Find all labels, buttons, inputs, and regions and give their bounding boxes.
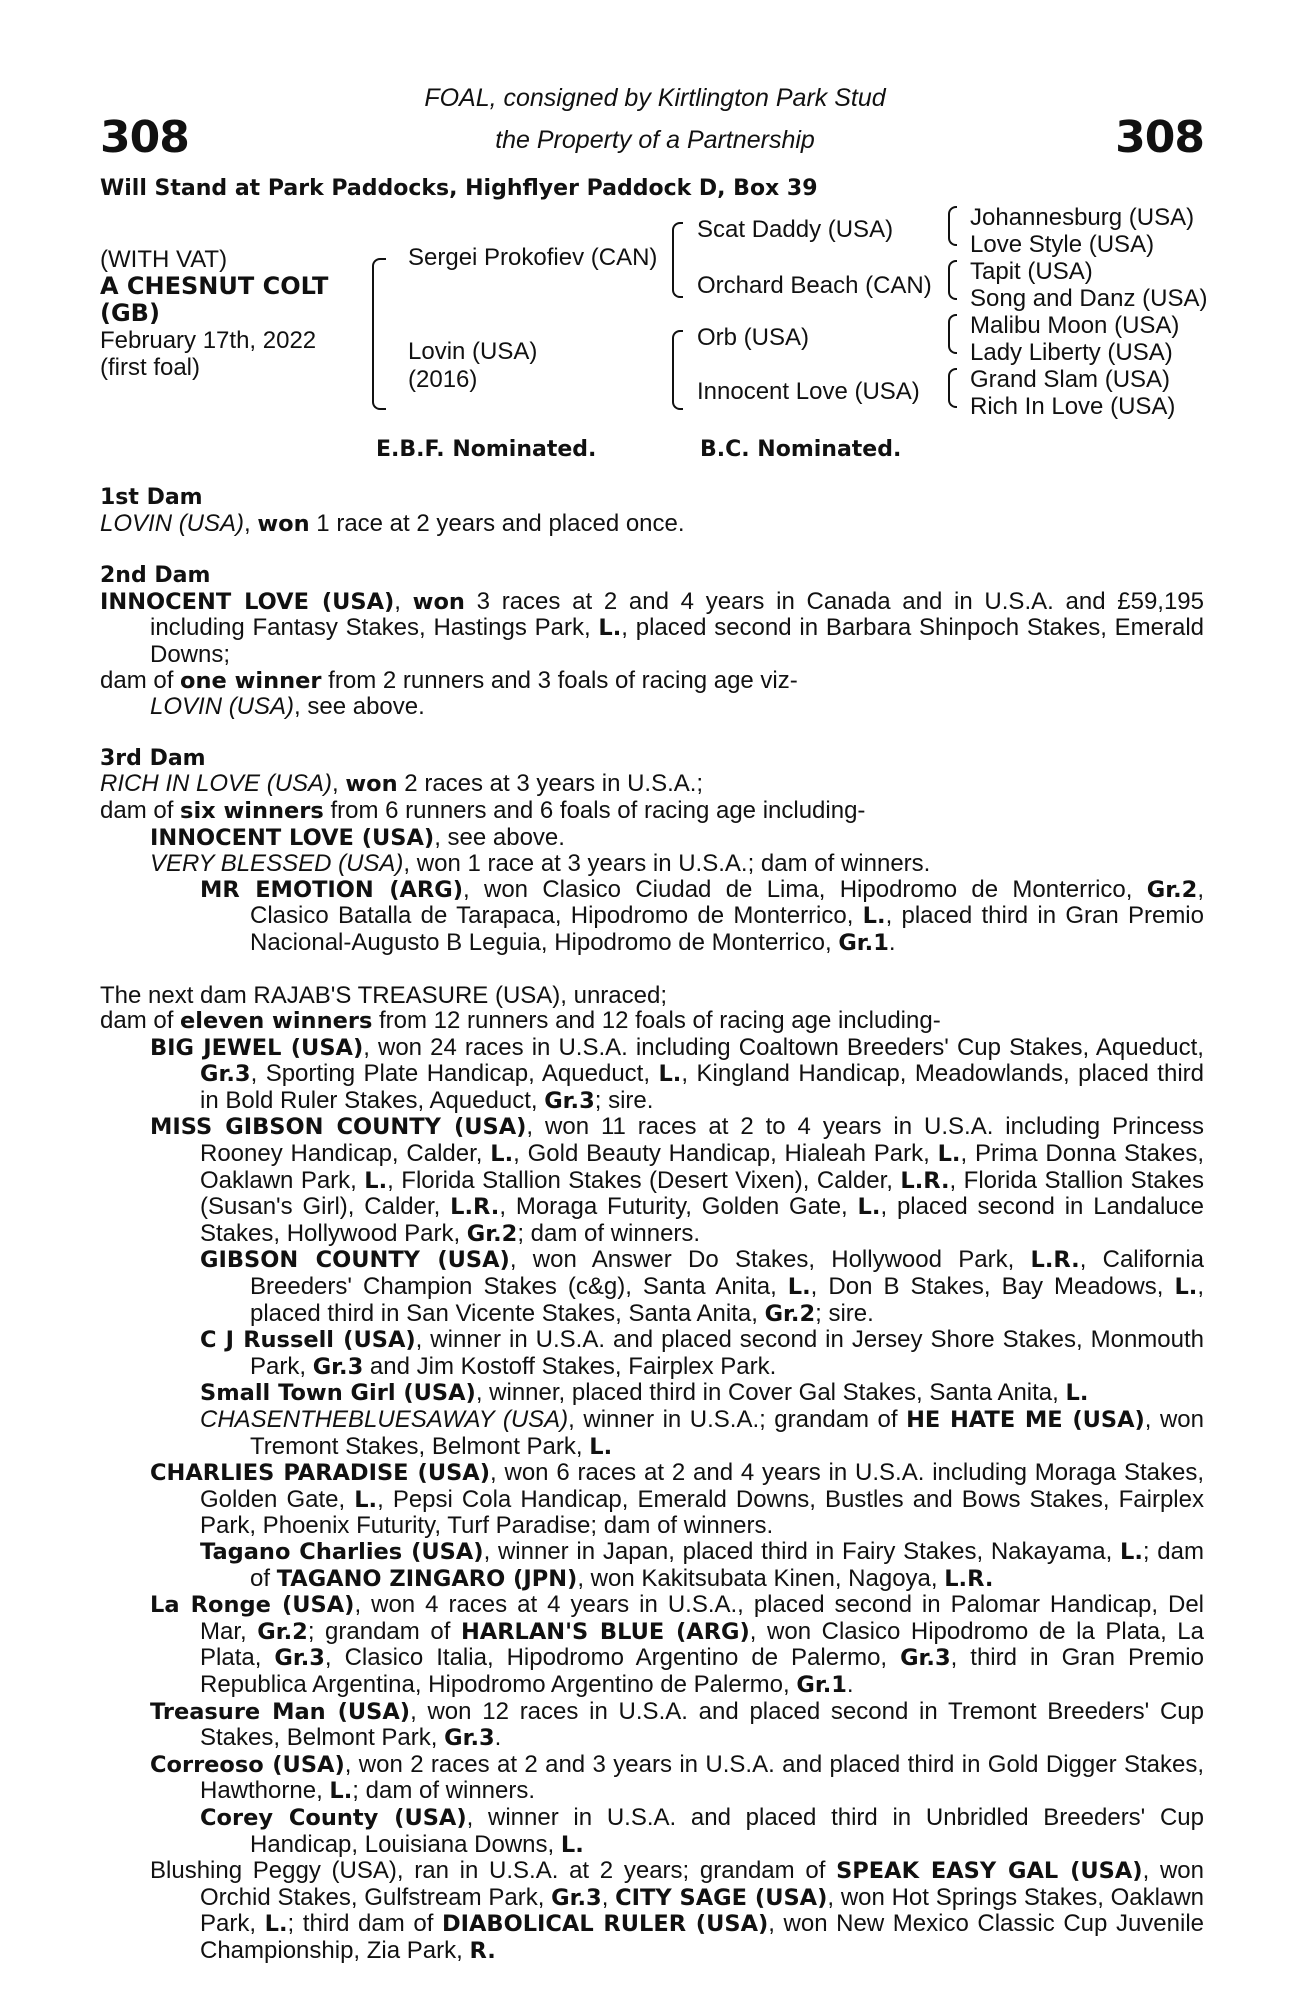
produce-miss-gibson-county: MISS GIBSON COUNTY (USA), won 11 races at 2 to 4 years in U.S.A. including Princess Rooney Handicap, Calder, L., Gold Beauty Handicap, Hialeah Park, L., Prima Donna Stakes, Oaklawn Park, L., Florida Stallion Stakes (Desert Vixen), Calder, L.R., Florida Stallion Stakes (Susan's Girl), Calder, L.R., Moraga Futurity, Golden Gate, L., placed second in Landaluce Stakes, Hollywood Park, Gr.2; dam of winners. (150, 1113, 1205, 1247)
third-dam-child-1: INNOCENT LOVE (USA), see above. (150, 823, 565, 851)
pedigree-brace-sd (948, 260, 957, 300)
dam-sire: Orb (USA) (697, 324, 810, 351)
second-dam-child: LOVIN (USA), see above. (150, 693, 425, 721)
ss-sire: Johannesburg (USA) (970, 204, 1195, 231)
second-dam-entry: INNOCENT LOVE (USA), won 3 races at 2 and 4 years in Canada and in U.S.A. and £59,195 including Fantasy Stakes, Hastings Park, L., placed second in Barbara Shinpoch Stakes, Emerald Downs; (100, 587, 1205, 668)
pedigree-brace-main (372, 258, 386, 410)
stand-location: Will Stand at Park Paddocks, Highflyer Paddock D, Box 39 (100, 176, 818, 201)
produce-blushing-peggy: Blushing Peggy (USA), ran in U.S.A. at 2 years; grandam of SPEAK EASY GAL (USA), won Orchid Stakes, Gulfstream Park, Gr.3, CITY SAGE (USA), won Hot Springs Stakes, Oaklawn Park, L.; third dam of DIABOLICAL RULER (USA), won New Mexico Classic Cup Juvenile Championship, Zia Park, R. (150, 1857, 1205, 1964)
foaling-date: February 17th, 2022 (100, 327, 317, 354)
dam-name: Lovin (USA) (408, 338, 538, 365)
sd-dam: Song and Danz (USA) (970, 285, 1208, 312)
bc-nominated: B.C. Nominated. (700, 437, 902, 462)
produce-charlies-paradise: CHARLIES PARADISE (USA), won 6 races at 2 and 4 years in U.S.A. including Moraga Stakes, Golden Gate, L., Pepsi Cola Handicap, Emerald Downs, Bustles and Bows Stakes, Fairplex Park, Phoenix Futurity, Turf Paradise; dam of winners. (150, 1459, 1204, 1540)
ss-dam: Love Style (USA) (970, 231, 1155, 258)
sire-sire: Scat Daddy (USA) (697, 216, 894, 243)
dam-year: (2016) (408, 366, 478, 393)
second-dam-heading: 2nd Dam (100, 563, 211, 589)
sd-sire: Tapit (USA) (970, 258, 1093, 285)
next-dam-intro: The next dam RAJAB'S TREASURE (USA), unraced; (100, 981, 668, 1009)
third-dam-produce: dam of six winners from 6 runners and 6 foals of racing age including- (100, 796, 866, 824)
second-dam-name: INNOCENT LOVE (USA) (100, 588, 395, 615)
third-dam-name: RICH IN LOVE (USA) (100, 770, 333, 798)
lot-number-left: 308 (100, 112, 189, 163)
produce-la-ronge: La Ronge (USA), won 4 races at 4 years in U.S.A., placed second in Palomar Handicap, Del Mar, Gr.2; grandam of HARLAN'S BLUE (ARG), won Clasico Hipodromo de la Plata, La Plata, Gr.3, Clasico Italia, Hipodromo Argentino de Palermo, Gr.3, third in Gran Premio Republica Argentina, Hipodromo Argentino de Palermo, Gr.1. (150, 1591, 1205, 1698)
ds-dam: Lady Liberty (USA) (970, 339, 1173, 366)
produce-c-j-russell: C J Russell (USA), winner in U.S.A. and placed second in Jersey Shore Stakes, Monmouth Park, Gr.3 and Jim Kostoff Stakes, Fairplex Park. (200, 1326, 1204, 1380)
pedigree-brace-ss (948, 206, 957, 246)
third-dam-child-2: VERY BLESSED (USA), won 1 race at 3 years in U.S.A.; dam of winners. (150, 850, 931, 878)
consignor-line: FOAL, consigned by Kirtlington Park Stud (424, 84, 886, 112)
subject-block (100, 246, 328, 381)
second-dam-produce: dam of one winner from 2 runners and 3 foals of racing age viz- (100, 666, 798, 694)
catalogue-body (100, 485, 1204, 1964)
produce-gibson-county: GIBSON COUNTY (USA), won Answer Do Stakes, Hollywood Park, L.R., California Breeders' Champion Stakes (c&g), Santa Anita, L., Don B Stakes, Bay Meadows, L., placed third in San Vicente Stakes, Santa Anita, Gr.2; sire. (200, 1246, 1205, 1327)
produce-tagano-charlies: Tagano Charlies (USA), winner in Japan, placed third in Fairy Stakes, Nakayama, L.; dam of TAGANO ZINGARO (JPN), won Kakitsubata Kinen, Nagoya, L.R. (200, 1537, 1204, 1592)
dd-dam: Rich In Love (USA) (970, 393, 1176, 420)
vat-note: (WITH VAT) (100, 246, 228, 273)
pedigree-brace-dam (672, 330, 683, 410)
subject-title-country: (GB) (100, 299, 160, 327)
first-dam-entry: LOVIN (USA), won 1 race at 2 years and placed once. (100, 509, 685, 537)
produce-small-town-girl: Small Town Girl (USA), winner, placed third in Cover Gal Stakes, Santa Anita, L. (200, 1379, 1089, 1407)
sire-name: Sergei Prokofiev (CAN) (408, 244, 658, 271)
foal-note: (first foal) (100, 354, 201, 381)
produce-chasenthebluesaway: CHASENTHEBLUESAWAY (USA), winner in U.S.A.; grandam of HE HATE ME (USA), won Tremont Stakes, Belmont Park, L. (200, 1406, 1204, 1460)
dam-dam: Innocent Love (USA) (697, 378, 920, 405)
ds-sire: Malibu Moon (USA) (970, 312, 1180, 339)
produce-corey-county: Corey County (USA), winner in U.S.A. and placed third in Unbridled Breeders' Cup Handicap, Louisiana Downs, L. (200, 1803, 1204, 1858)
produce-correoso: Correoso (USA), won 2 races at 2 and 3 years in U.S.A. and placed third in Gold Digger Stakes, Hawthorne, L.; dam of winners. (150, 1750, 1204, 1805)
dd-sire: Grand Slam (USA) (970, 366, 1171, 393)
pedigree-brace-dd (948, 368, 957, 408)
pedigree-brace-ds (948, 314, 957, 354)
lot-number-right: 308 (1115, 112, 1204, 163)
sire-dam: Orchard Beach (CAN) (697, 272, 932, 299)
owner-line: the Property of a Partnership (495, 126, 815, 154)
first-dam-name: LOVIN (USA) (100, 509, 245, 537)
third-dam-grandchild: MR EMOTION (ARG), won Clasico Ciudad de Lima, Hipodromo de Monterrico, Gr.2, Clasico Batalla de Tarapaca, Hipodromo de Monterrico, L., placed third in Gran Premio Nacional-Augusto B Leguia, Hipodromo de Monterrico, Gr.1. (200, 875, 1204, 956)
produce-big-jewel: BIG JEWEL (USA), won 24 races in U.S.A. including Coaltown Breeders' Cup Stakes, Aqueduct, Gr.3, Sporting Plate Handicap, Aqueduct, L., Kingland Handicap, Meadowlands, placed third in Bold Ruler Stakes, Aqueduct, Gr.3; sire. (150, 1033, 1204, 1114)
produce-treasure-man: Treasure Man (USA), won 12 races in U.S.A. and placed second in Tremont Breeders' Cup Stakes, Belmont Park, Gr.3. (150, 1697, 1204, 1752)
third-dam-heading: 3rd Dam (100, 745, 206, 771)
pedigree-brace-sire (672, 222, 683, 298)
first-dam-heading: 1st Dam (100, 485, 203, 510)
next-dam-produce: dam of eleven winners from 12 runners and 12 foals of racing age including- (100, 1007, 941, 1035)
subject-title: A CHESNUT COLT (100, 272, 329, 300)
third-dam-entry: RICH IN LOVE (USA), won 2 races at 3 years in U.S.A.; (100, 770, 704, 798)
ebf-nominated: E.B.F. Nominated. (376, 437, 597, 462)
